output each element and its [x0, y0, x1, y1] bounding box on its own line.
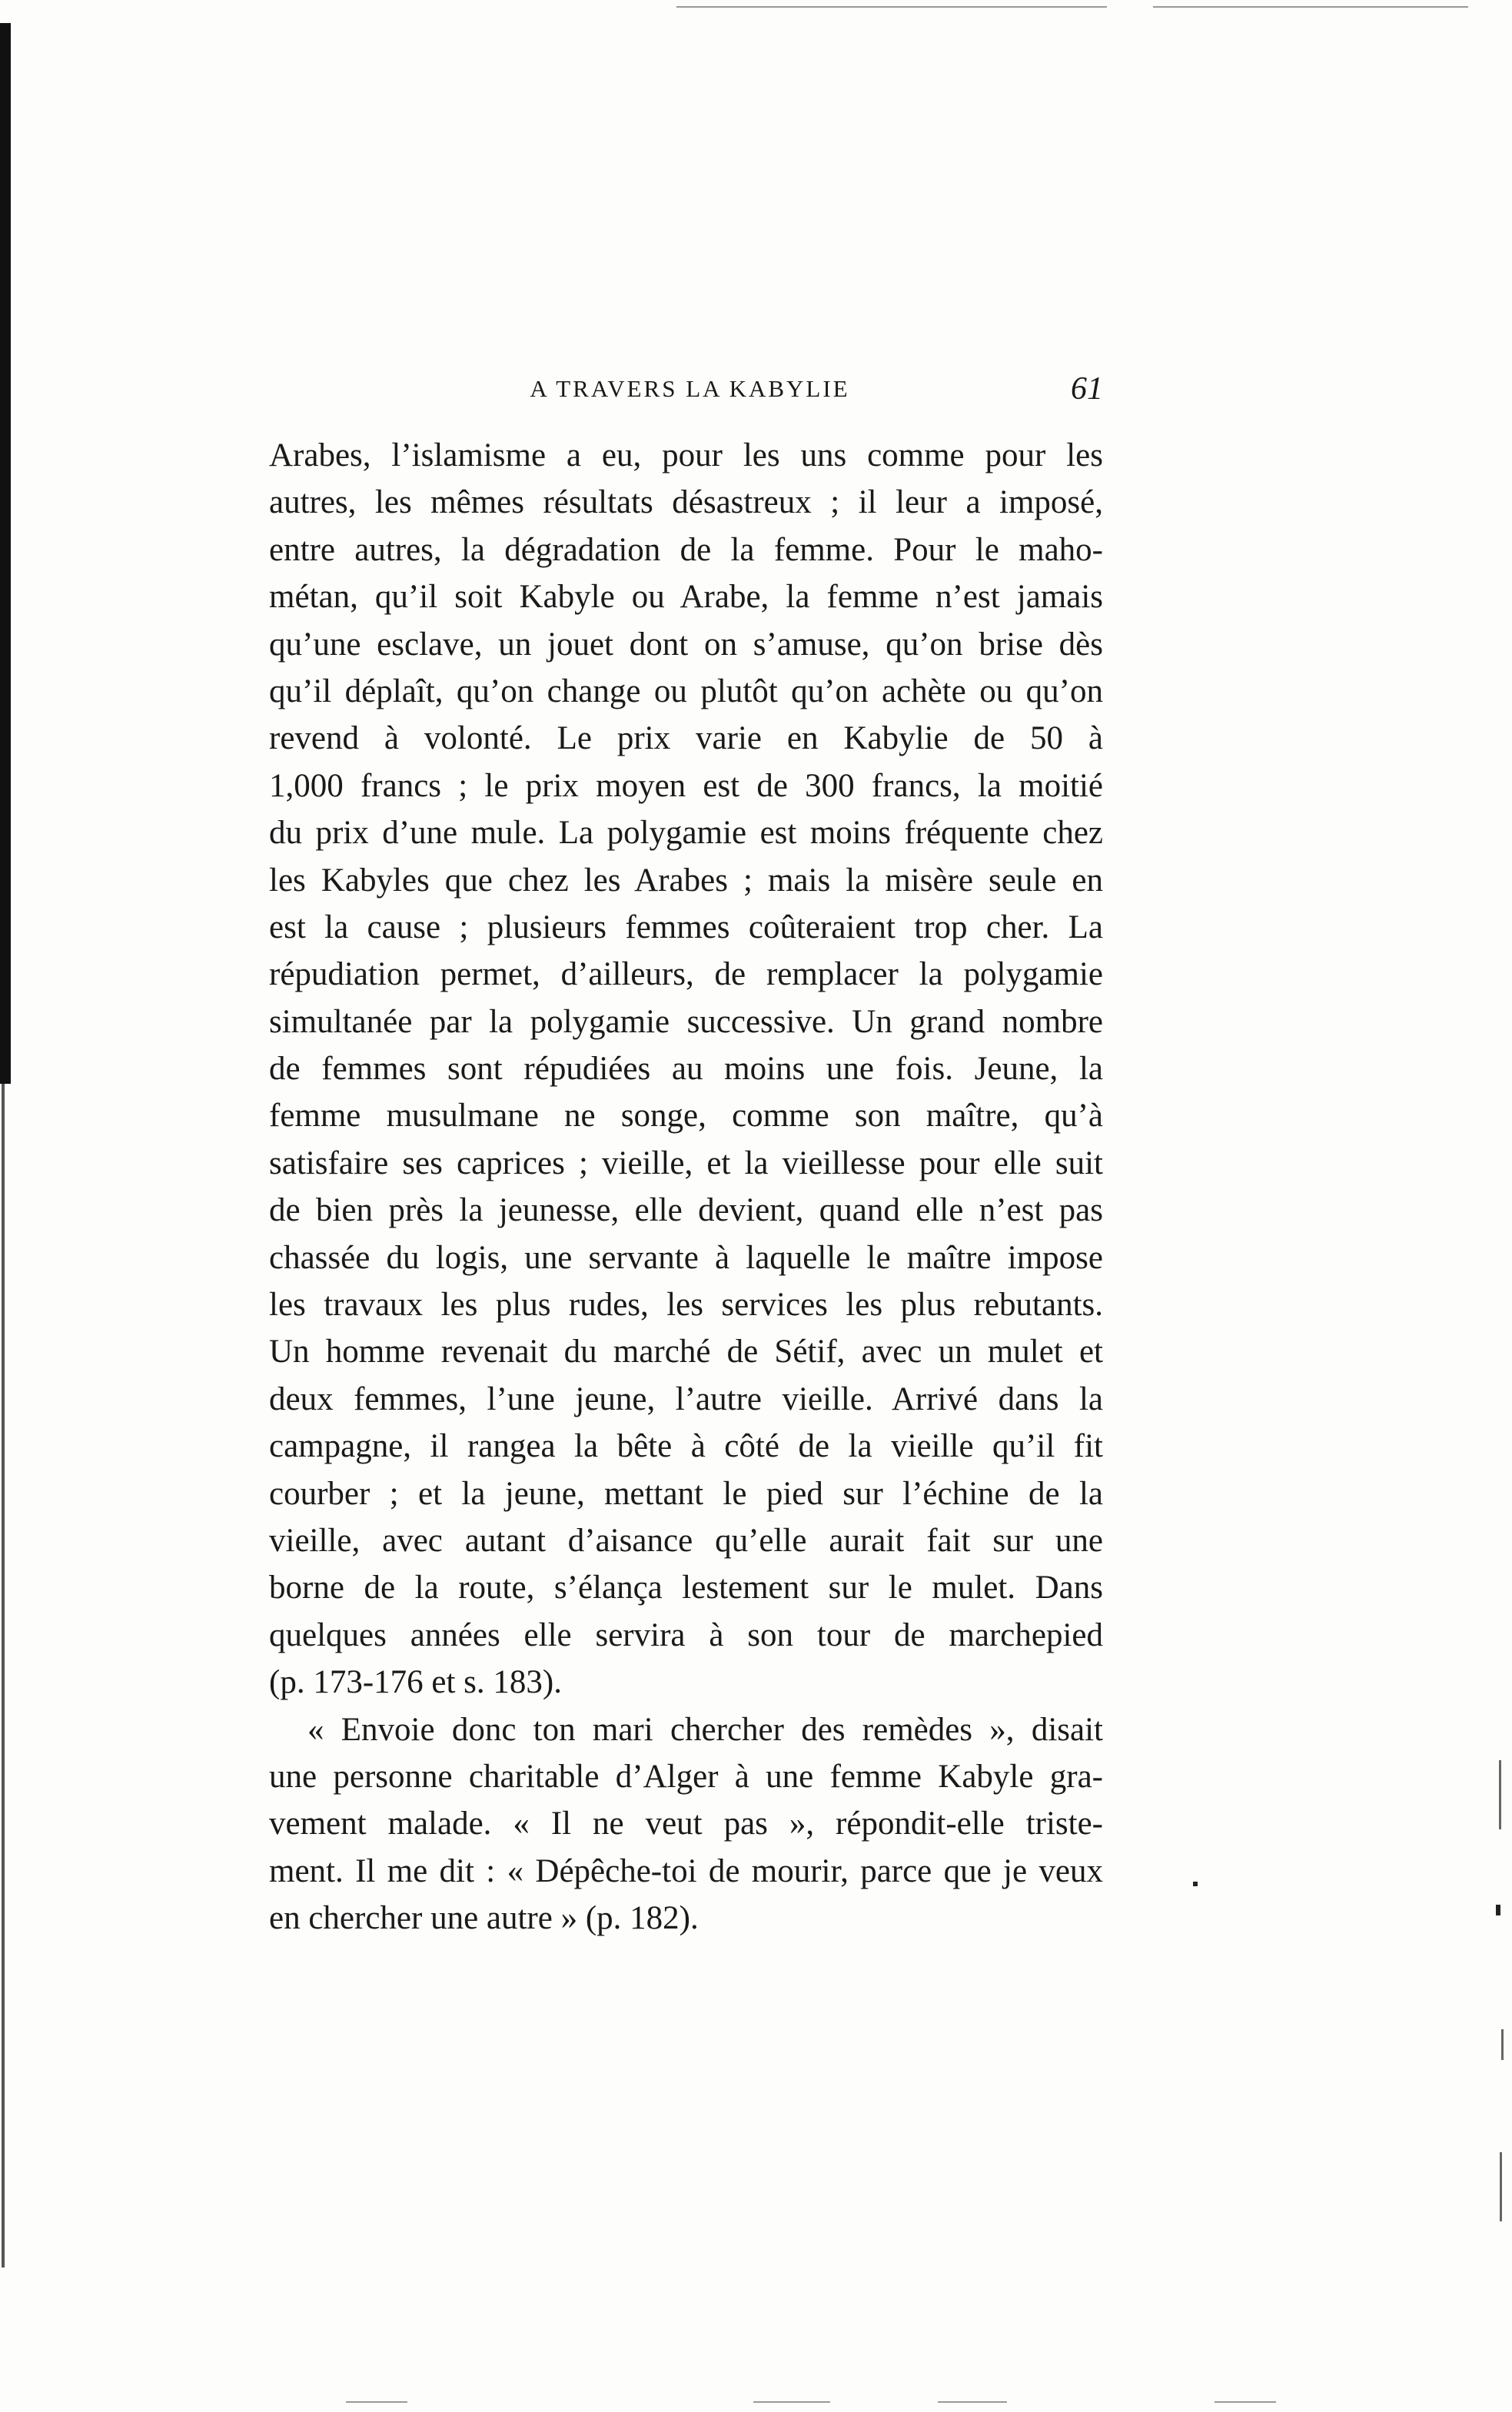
scan-edge-bottom-4 — [1215, 2401, 1276, 2403]
scan-edge-bottom-2 — [753, 2401, 830, 2403]
text-line: femme musulmane ne songe, comme son maître, qu’à — [269, 1098, 1103, 1135]
scan-edge-top-right — [1153, 6, 1468, 8]
text-line: est la cause ; plusieurs femmes coûteraient trop cher. La — [269, 909, 1103, 945]
text-line: de femmes sont répudiées au moins une fois. Jeune, la — [269, 1051, 1103, 1088]
text-line: vement malade. « Il ne veut pas », répondit-elle triste- — [269, 1806, 1103, 1842]
text-line: (p. 173-176 et s. 183). — [269, 1664, 562, 1701]
page-number: 61 — [1071, 371, 1103, 407]
text-line: qu’il déplaît, qu’on change ou plutôt qu’on achète ou qu’on — [269, 673, 1103, 709]
text-line: satisfaire ses caprices ; vieille, et la vieillesse pour elle suit — [269, 1145, 1103, 1181]
binding-shadow — [0, 23, 11, 1084]
text-line: du prix d’une mule. La polygamie est moins fréquente chez — [269, 815, 1103, 852]
text-line: les Kabyles que chez les Arabes ; mais la misère seule en — [269, 862, 1103, 899]
running-head — [277, 372, 1103, 418]
text-line: « Envoie donc ton mari chercher des remèdes », disait — [307, 1711, 1103, 1748]
text-line: deux femmes, l’une jeune, l’autre vieille. Arrivé dans la — [269, 1380, 1103, 1417]
text-line: répudiation permet, d’ailleurs, de remplacer la polygamie — [269, 956, 1103, 993]
text-line: quelques années elle servira à son tour de marchepied — [269, 1616, 1103, 1653]
text-line: Un homme revenait du marché de Sétif, avec un mulet et — [269, 1334, 1103, 1370]
body-text — [269, 432, 1103, 1942]
text-line: 1,000 francs ; le prix moyen est de 300 francs, la moitié — [269, 767, 1103, 804]
text-line: campagne, il rangea la bête à côté de la vieille qu’il fit — [269, 1428, 1103, 1465]
text-line: Arabes, l’islamisme a eu, pour les uns comme pour les — [269, 437, 1103, 473]
running-title: A TRAVERS LA KABYLIE — [530, 375, 850, 402]
margin-mark — [1499, 1760, 1501, 1829]
text-line: courber ; et la jeune, mettant le pied sur l’échine de la — [269, 1475, 1103, 1512]
margin-mark — [1501, 2029, 1504, 2060]
text-line: qu’une esclave, un jouet dont on s’amuse, qu’on brise dès — [269, 626, 1103, 663]
margin-mark — [1193, 1882, 1198, 1886]
text-line: simultanée par la polygamie successive. Un grand nombre — [269, 1003, 1103, 1040]
text-line: autres, les mêmes résultats désastreux ; il leur a imposé, — [269, 484, 1103, 521]
text-line: de bien près la jeunesse, elle devient, quand elle n’est pas — [269, 1192, 1103, 1229]
text-line: les travaux les plus rudes, les services les plus rebutants. — [269, 1287, 1103, 1324]
text-line: revend à volonté. Le prix varie en Kabylie de 50 à — [269, 720, 1103, 757]
text-line: borne de la route, s’élança lestement sur le mulet. Dans — [269, 1570, 1103, 1606]
scan-edge-top — [676, 6, 1107, 8]
scan-edge-bottom-1 — [346, 2401, 407, 2403]
scan-edge-bottom-3 — [938, 2401, 1007, 2403]
text-line: vieille, avec autant d’aisance qu’elle aurait fait sur une — [269, 1522, 1103, 1559]
text-line: en chercher une autre » (p. 182). — [269, 1900, 699, 1937]
text-line: chassée du logis, une servante à laquelle le maître impose — [269, 1239, 1103, 1276]
text-line: une personne charitable d’Alger à une femme Kabyle gra- — [269, 1758, 1103, 1795]
text-line: entre autres, la dégradation de la femme. Pour le maho- — [269, 531, 1103, 568]
text-line: métan, qu’il soit Kabyle ou Arabe, la femme n’est jamais — [269, 579, 1103, 616]
binding-shadow-lower — [2, 1084, 5, 2267]
text-line: ment. Il me dit : « Dépêche-toi de mourir, parce que je veux — [269, 1852, 1103, 1889]
margin-mark — [1500, 2152, 1502, 2221]
margin-mark — [1496, 1905, 1500, 1915]
